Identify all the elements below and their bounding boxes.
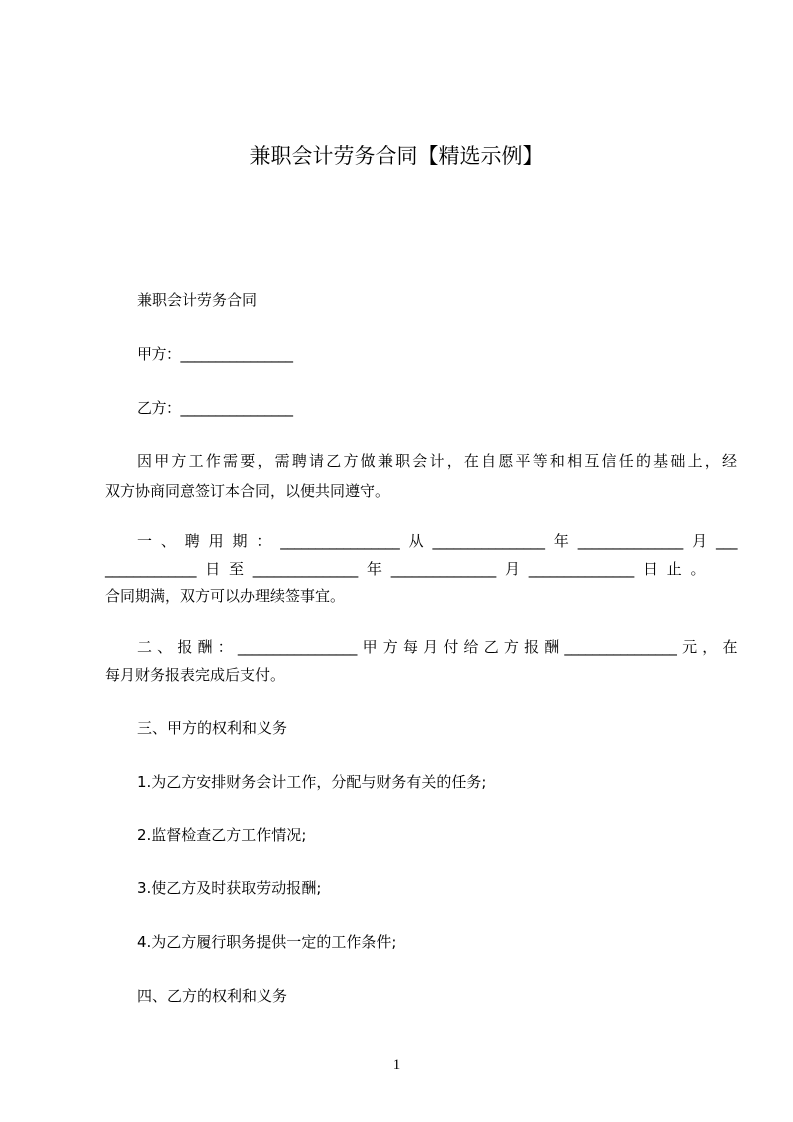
contract-heading: 兼职会计劳务合同 (137, 291, 258, 309)
party-a-line: 甲方：________________ (137, 345, 293, 363)
section-party-b-rights: 四、乙方的权利和义务 (137, 987, 288, 1005)
list-item: 1.为乙方安排财务会计工作，分配与财务有关的任务; (137, 773, 487, 791)
term-clause-line-2: _____________日至_______________年_______________月_______________日止。 (105, 560, 705, 578)
term-clause-line-3: 合同期满，双方可以办理续签事宜。 (105, 587, 346, 605)
list-item: 3.使乙方及时获取劳动报酬; (137, 879, 322, 897)
list-item: 4.为乙方履行职务提供一定的工作条件; (137, 933, 397, 951)
party-b-line: 乙方：________________ (137, 399, 293, 417)
document-title: 兼职会计劳务合同【精选示例】 (249, 144, 544, 168)
pay-clause-line-2: 每月财务报表完成后支付。 (105, 666, 286, 684)
section-party-a-rights: 三、甲方的权利和义务 (137, 719, 288, 737)
intro-paragraph-line-2: 双方协商同意签订本合同，以便共同遵守。 (105, 482, 391, 500)
pay-clause-line-1: 二、报酬：_________________甲方每月付给乙方报酬________________元，在 (137, 638, 737, 656)
list-item: 2.监督检查乙方工作情况; (137, 826, 307, 844)
term-clause-line-1: 一、聘用期：_________________从________________年_______________月___ (137, 532, 737, 550)
page-number: 1 (392, 1057, 401, 1073)
intro-paragraph-line-1: 因甲方工作需要，需聘请乙方做兼职会计，在自愿平等和相互信任的基础上，经 (137, 452, 737, 470)
